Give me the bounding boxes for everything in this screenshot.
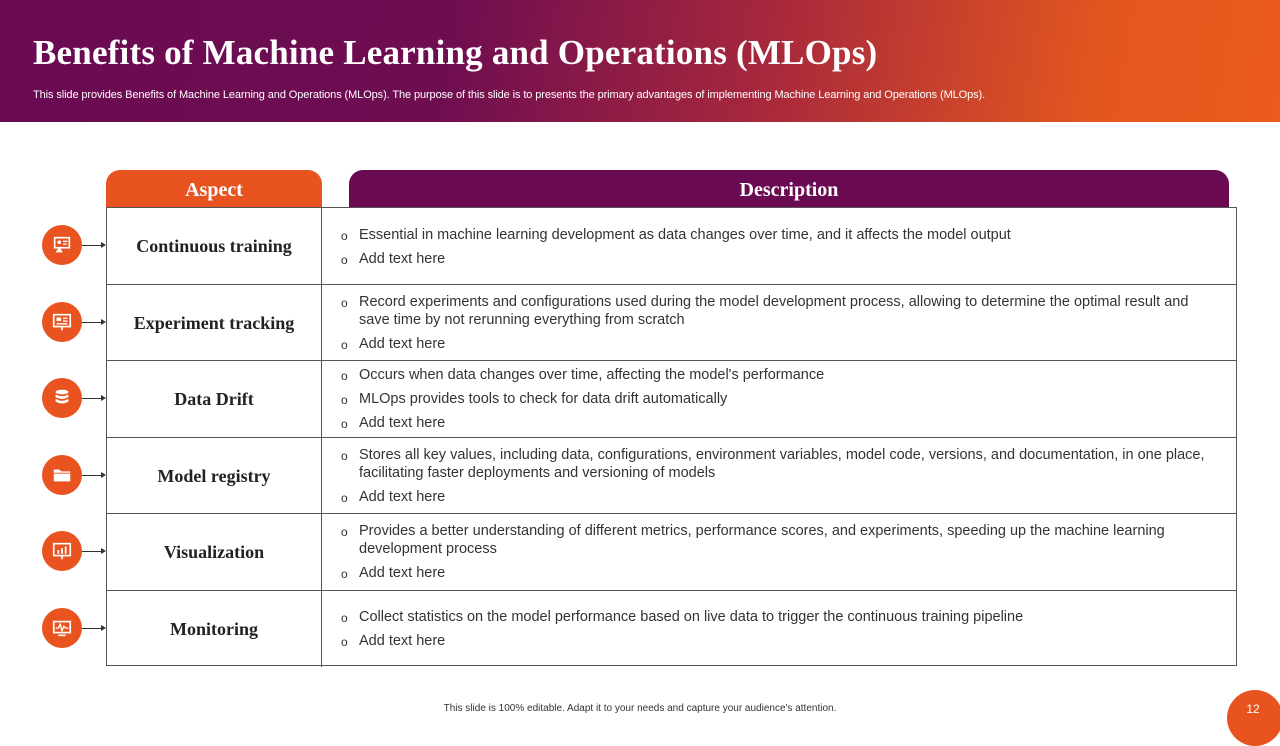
connector-arrow (82, 245, 104, 246)
presentation-icon (42, 225, 82, 265)
bullet-marker-icon: o (341, 228, 348, 243)
slide-title: Benefits of Machine Learning and Operations (MLOps) (33, 33, 878, 72)
bullet-marker-icon: o (341, 369, 348, 383)
bullet-item (341, 250, 1216, 268)
benefits-table (106, 207, 1237, 666)
aspect-cell: Visualization (107, 514, 322, 590)
bullet-item (341, 608, 1216, 626)
bullet-marker-icon: o (341, 296, 348, 310)
aspect-cell: Experiment tracking (107, 285, 322, 361)
aspect-cell: Data Drift (107, 361, 322, 437)
bullet-text: Stores all key values, including data, configurations, environment variables, model code, versions, and documentation, in one place, facilitating faster deployments and versioning of models (359, 447, 1205, 481)
bullet-text: Add text here (359, 633, 446, 649)
description-cell (323, 438, 1236, 514)
description-cell (323, 285, 1236, 361)
footer-note: This slide is 100% editable. Adapt it to your needs and capture your audience's attention. (443, 703, 837, 714)
bullet-text: Add text here (359, 250, 446, 267)
bullet-item (341, 293, 1216, 329)
bullet-text: Provides a better understanding of different metrics, performance scores, and experiments, speeding up the machine learning development process (359, 523, 1165, 557)
header-banner (0, 0, 1280, 122)
slide-subtitle: This slide provides Benefits of Machine Learning and Operations (MLOps). The purpose of this slide is to presents the primary advantages of implementing Machine Learning and Operations (MLOps). (33, 89, 986, 101)
description-cell (323, 361, 1236, 437)
bullet-text: Add text here (359, 415, 446, 431)
table-row (107, 208, 1236, 285)
aspect-cell: Monitoring (107, 591, 322, 667)
bullet-item (341, 632, 1216, 650)
bullet-marker-icon: o (341, 449, 348, 463)
bullet-item (341, 564, 1216, 582)
connector-arrow (82, 398, 104, 399)
connector-arrow (82, 322, 104, 323)
page-number-badge: 12 (1227, 690, 1280, 746)
bar-chart-icon (42, 531, 82, 571)
table-row (107, 437, 1236, 514)
connector-arrow (82, 628, 104, 629)
aspect-cell: Model registry (107, 438, 322, 514)
bullet-marker-icon: o (341, 567, 348, 581)
description-column-header: Description (349, 170, 1229, 208)
bullet-text: Occurs when data changes over time, affecting the model's performance (359, 367, 825, 383)
bullet-item (341, 335, 1216, 353)
bullet-text: Record experiments and configurations used during the model development process, allowing to determine the optimal result and save time by not rerunning everything from scratch (359, 294, 1189, 328)
connector-arrow (82, 475, 104, 476)
description-cell (323, 514, 1236, 590)
bullet-marker-icon: o (341, 417, 348, 431)
bullet-marker-icon: o (341, 338, 348, 352)
bullet-item (341, 390, 1216, 408)
bullet-item (341, 446, 1216, 482)
bullet-item (341, 414, 1216, 432)
bullet-text: MLOps provides tools to check for data drift automatically (359, 391, 728, 407)
aspect-column-header: Aspect (106, 170, 322, 208)
aspect-cell: Continuous training (107, 208, 322, 285)
bullet-item (341, 522, 1216, 558)
bullet-marker-icon: o (341, 491, 348, 505)
bullet-marker-icon: o (341, 635, 348, 649)
table-row (107, 590, 1236, 667)
bullet-text: Essential in machine learning development as data changes over time, and it affects the model output (359, 226, 1011, 243)
database-icon (42, 378, 82, 418)
dashboard-icon (42, 302, 82, 342)
bullet-text: Collect statistics on the model performance based on live data to trigger the continuous training pipeline (359, 609, 1024, 625)
bullet-marker-icon: o (341, 252, 348, 267)
description-cell (323, 208, 1236, 285)
connector-arrow (82, 551, 104, 552)
bullet-marker-icon: o (341, 611, 348, 625)
table-row (107, 284, 1236, 361)
description-cell (323, 591, 1236, 667)
bullet-item (341, 226, 1216, 244)
bullet-text: Add text here (359, 489, 446, 505)
bullet-marker-icon: o (341, 525, 348, 539)
bullet-item (341, 366, 1216, 384)
bullet-text: Add text here (359, 336, 446, 352)
monitor-icon (42, 608, 82, 648)
bullet-marker-icon: o (341, 393, 348, 407)
table-row (107, 360, 1236, 437)
table-row (107, 513, 1236, 590)
bullet-item (341, 488, 1216, 506)
folder-icon (42, 455, 82, 495)
bullet-text: Add text here (359, 565, 446, 581)
